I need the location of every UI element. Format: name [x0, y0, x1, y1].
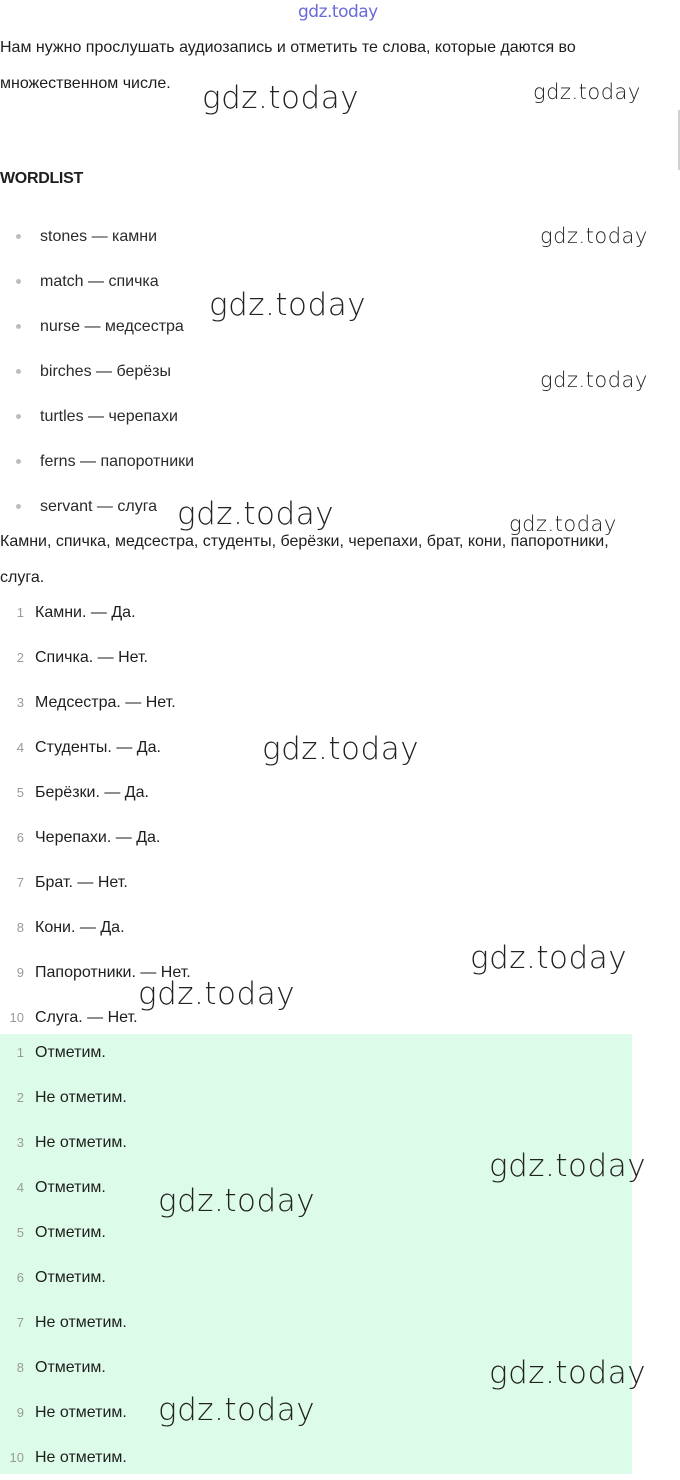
answer-text: Слуга. — Нет.	[35, 1009, 138, 1026]
wordlist-item	[0, 259, 194, 304]
watermark: gdz.today	[158, 1183, 316, 1219]
final-answer-item	[0, 1390, 127, 1435]
watermark: gdz.today	[177, 496, 335, 532]
final-answer-text: Отметим.	[35, 1359, 106, 1376]
final-answer-text: Отметим.	[35, 1179, 106, 1196]
answer-number: 5	[16, 785, 24, 800]
final-answer-number: 3	[16, 1135, 24, 1150]
watermark: gdz.today	[540, 368, 648, 392]
final-answer-text: Не отметим.	[35, 1404, 127, 1421]
wordlist-item-text: servant — слуга	[40, 498, 158, 515]
task-description: Нам нужно прослушать аудиозапись и отметить те слова, которые даются во множественном числе.	[0, 39, 576, 92]
answer-text: Папоротники. — Нет.	[35, 964, 191, 981]
answer-item	[0, 680, 191, 725]
answer-item	[0, 590, 191, 635]
answer-item	[0, 770, 191, 815]
final-answer-text: Не отметим.	[35, 1089, 127, 1106]
answer-text: Черепахи. — Да.	[35, 829, 161, 846]
answer-number: 7	[16, 875, 24, 890]
answer-number: 3	[16, 695, 24, 710]
bullet-icon	[16, 369, 21, 374]
final-answer-text: Не отметим.	[35, 1134, 127, 1151]
final-answer-number: 4	[16, 1180, 24, 1195]
bullet-icon	[16, 459, 21, 464]
watermark: gdz.today	[489, 1355, 647, 1391]
bullet-icon	[16, 504, 21, 509]
final-answer-number: 1	[16, 1045, 24, 1060]
final-answer-number: 5	[16, 1225, 24, 1240]
wordlist-item	[0, 304, 194, 349]
wordlist-item	[0, 484, 194, 529]
answer-item	[0, 635, 191, 680]
final-answer-number: 9	[16, 1405, 24, 1420]
answer-text: Медсестра. — Нет.	[35, 694, 176, 711]
answer-number: 1	[16, 605, 24, 620]
wordlist-item	[0, 439, 194, 484]
wordlist-heading: WORDLIST	[0, 170, 83, 187]
wordlist-item	[0, 349, 194, 394]
watermark: gdz.today	[209, 287, 367, 323]
bullet-icon	[16, 234, 21, 239]
final-answer-text: Отметим.	[35, 1269, 106, 1286]
answer-text: Брат. — Нет.	[35, 874, 128, 891]
answer-text: Берёзки. — Да.	[35, 784, 149, 801]
final-answer-number: 6	[16, 1270, 24, 1285]
answer-text: Спичка. — Нет.	[35, 649, 148, 666]
answer-text: Камни. — Да.	[35, 604, 136, 621]
wordlist-item-text: turtles — черепахи	[40, 408, 178, 425]
translation-text: Камни, спичка, медсестра, студенты, берёзки, черепахи, брат, кони, папоротники, слуга.	[0, 533, 609, 586]
bullet-icon	[16, 279, 21, 284]
wordlist-item-text: nurse — медсестра	[40, 318, 184, 335]
final-answer-item	[0, 1075, 127, 1120]
answer-text: Кони. — Да.	[35, 919, 125, 936]
watermark: gdz.today	[138, 976, 296, 1012]
final-answer-item	[0, 1030, 127, 1075]
wordlist-item-text: stones — камни	[40, 228, 158, 245]
watermark: gdz.today	[158, 1392, 316, 1428]
wordlist-item	[0, 394, 194, 439]
answer-item	[0, 815, 191, 860]
final-answer-item	[0, 1300, 127, 1345]
watermark: gdz.today	[262, 731, 420, 767]
final-answer-text: Отметим.	[35, 1044, 106, 1061]
final-answer-item	[0, 1165, 127, 1210]
final-answer-item	[0, 1210, 127, 1255]
bullet-icon	[16, 324, 21, 329]
final-answer-item	[0, 1120, 127, 1165]
answer-number: 6	[16, 830, 24, 845]
wordlist	[0, 214, 194, 529]
bullet-icon	[16, 414, 21, 419]
wordlist-item-text: ferns — папоротники	[40, 453, 195, 470]
answer-number: 9	[16, 965, 24, 980]
final-answer-text: Не отметим.	[35, 1314, 127, 1331]
site-logo[interactable]: gdz.today	[298, 2, 378, 22]
final-answer-number: 8	[16, 1360, 24, 1375]
answer-text: Студенты. — Да.	[35, 739, 161, 756]
final-answer-item	[0, 1255, 127, 1300]
watermark: gdz.today	[202, 80, 360, 116]
answer-number: 2	[16, 650, 24, 665]
watermark: gdz.today	[540, 224, 648, 248]
final-answer-number: 7	[16, 1315, 24, 1330]
final-answer-number: 10	[9, 1450, 24, 1465]
answers-list	[0, 590, 191, 1040]
wordlist-item	[0, 214, 194, 259]
final-answers-list	[0, 1030, 127, 1480]
watermark: gdz.today	[533, 80, 641, 104]
final-answer-number: 2	[16, 1090, 24, 1105]
wordlist-item-text: birches — берёзы	[40, 363, 171, 380]
answer-item	[0, 860, 191, 905]
final-answer-item	[0, 1345, 127, 1390]
answer-item	[0, 905, 191, 950]
answer-item	[0, 725, 191, 770]
answer-number: 10	[9, 1010, 24, 1025]
wordlist-item-text: match — спичка	[40, 273, 159, 290]
answer-number: 4	[16, 740, 24, 755]
answer-number: 8	[16, 920, 24, 935]
watermark: gdz.today	[509, 512, 617, 536]
final-answer-text: Не отметим.	[35, 1449, 127, 1466]
watermark: gdz.today	[470, 940, 628, 976]
final-answer-item	[0, 1435, 127, 1480]
final-answer-text: Отметим.	[35, 1224, 106, 1241]
watermark: gdz.today	[489, 1148, 647, 1184]
